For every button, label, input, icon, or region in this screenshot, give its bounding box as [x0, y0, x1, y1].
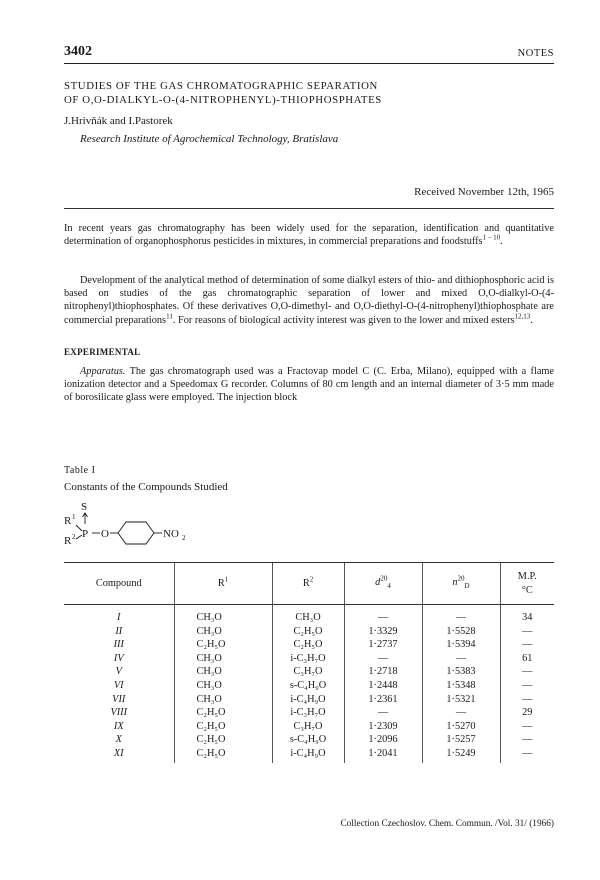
- cell-density: 1·2737: [344, 638, 422, 652]
- col-header-density-text: d: [375, 576, 381, 588]
- table-row: [64, 747, 554, 763]
- cell-r2: i-C₄H₉O: [272, 747, 344, 763]
- cell-compound: V: [115, 666, 122, 678]
- affiliation: Research Institute of Agrochemical Technology, Bratislava: [80, 133, 339, 145]
- cell-r2: CH₃O: [272, 605, 344, 625]
- paragraph-development-text: Development of the analytical method of determination of some dialkyl esters of thio- and dithiophosphoric acid is based on studies of the gas chromatographic separation of lower and mixed O,O-dialkyl-O-(4-nitrophenyl)thiophosphates. Of these derivatives O,O-dimethyl- and O,O-diethyl-O-(4-nitrophenyl)thiophosphate are commercial preparations: [64, 275, 554, 326]
- cell-refractive-index: —: [422, 652, 500, 666]
- table-body: [64, 605, 554, 763]
- article-title-line2: OF O,O-DIALKYL-O-(4-NITROPHENYL)-THIOPHOSPHATES: [64, 94, 382, 106]
- table-row: [64, 693, 554, 707]
- paragraph-development-mid: . For reasons of biological activity interest was given to the lower and mixed esters: [172, 314, 515, 326]
- table-row: [64, 652, 554, 666]
- col-header-n-sub: D: [464, 582, 470, 591]
- cell-melting-point: —: [500, 720, 554, 734]
- cell-melting-point: —: [500, 665, 554, 679]
- cell-r1: CH₃O: [174, 605, 272, 625]
- paragraph-intro: [64, 222, 554, 248]
- table-row: [64, 665, 554, 679]
- cell-r1: CH₃O: [174, 625, 272, 639]
- paragraph-apparatus-text: The gas chromatograph used was a Fractovap model C (C. Erba, Milano), equipped with a flame ionization detector and a Speedomax G recorder. Columns of 80 cm length and an internal diameter of 3·5 mm made of borosilicate glass were employed. The injection block: [64, 366, 554, 404]
- col-header-refractive-index: [422, 563, 500, 605]
- cell-density: 1·2718: [344, 665, 422, 679]
- cell-density: 1·2041: [344, 747, 422, 763]
- table-row: [64, 625, 554, 639]
- cell-compound: VII: [112, 693, 126, 705]
- structure-no2-sub: 2: [182, 534, 186, 542]
- cell-r1: CH₃O: [174, 693, 272, 707]
- cell-r1: C₂H₅O: [174, 706, 272, 720]
- article-title-line1: STUDIES OF THE GAS CHROMATOGRAPHIC SEPARATION: [64, 80, 378, 92]
- cell-refractive-index: —: [422, 706, 500, 720]
- reference-marker: 12,13: [514, 312, 531, 321]
- cell-density: 1·2448: [344, 679, 422, 693]
- paragraph-apparatus: [64, 365, 554, 405]
- col-header-n-text: n: [452, 576, 458, 588]
- col-header-r2: [272, 563, 344, 605]
- cell-melting-point: —: [500, 693, 554, 707]
- cell-density: —: [344, 652, 422, 666]
- cell-refractive-index: 1·5249: [422, 747, 500, 763]
- structure-oxygen: O: [101, 528, 109, 540]
- table-row: [64, 733, 554, 747]
- constants-table-grid: [64, 562, 554, 763]
- cell-compound: II: [115, 625, 123, 637]
- cell-r2: C₂H₅O: [272, 638, 344, 652]
- cell-compound: X: [115, 734, 122, 746]
- col-header-r2-text: R: [302, 578, 310, 589]
- cell-compound: IV: [113, 652, 124, 664]
- cell-melting-point: 61: [500, 652, 554, 666]
- cell-r1: C₂H₅O: [174, 720, 272, 734]
- paragraph-intro-text: In recent years gas chromatography has been widely used for the separation, identification and quantitative determination of organophosphorus pesticides in mixtures, in commercial preparations and foodstuffs: [64, 223, 554, 248]
- cell-density: 1·2096: [344, 733, 422, 747]
- col-header-r1: [174, 563, 272, 605]
- cell-r2: C₃H₇O: [272, 720, 344, 734]
- cell-r2: s-C₄H₉O: [272, 733, 344, 747]
- cell-r2: i-C₃H₇O: [272, 706, 344, 720]
- received-date: Received November 12th, 1965: [414, 186, 554, 198]
- col-header-r1-sup: 1: [224, 575, 229, 584]
- cell-density: 1·2361: [344, 693, 422, 707]
- cell-melting-point: —: [500, 747, 554, 763]
- cell-density: 1·3329: [344, 625, 422, 639]
- col-header-n-sup: 20: [457, 574, 465, 583]
- cell-r2: i-C₃H₇O: [272, 652, 344, 666]
- cell-refractive-index: 1·5394: [422, 638, 500, 652]
- cell-density: —: [344, 706, 422, 720]
- cell-refractive-index: —: [422, 605, 500, 625]
- table-row: [64, 679, 554, 693]
- table-row: [64, 605, 554, 625]
- structure-phosphorus: P: [82, 528, 89, 540]
- cell-refractive-index: 1·5257: [422, 733, 500, 747]
- structure-r2: R: [64, 535, 72, 547]
- structure-diagram: [64, 500, 264, 560]
- structure-no2: NO: [163, 528, 179, 540]
- cell-density: 1·2309: [344, 720, 422, 734]
- cell-refractive-index: 1·5321: [422, 693, 500, 707]
- cell-compound: I: [117, 612, 121, 623]
- paragraph-development: [64, 274, 554, 327]
- cell-melting-point: —: [500, 625, 554, 639]
- cell-melting-point: —: [500, 638, 554, 652]
- experimental-heading: EXPERIMENTAL: [64, 347, 141, 357]
- cell-refractive-index: 1·5383: [422, 665, 500, 679]
- table-caption: Constants of the Compounds Studied: [64, 481, 228, 493]
- structure-r1-sup: 1: [72, 513, 76, 521]
- col-header-mp-line2: °C: [521, 584, 533, 596]
- paragraph-end: .: [530, 314, 533, 326]
- cell-compound: VI: [113, 679, 124, 691]
- structure-r2-sup: 2: [72, 533, 76, 541]
- header-rule: [64, 63, 554, 64]
- cell-density: —: [344, 605, 422, 625]
- journal-citation: Collection Czechoslov. Chem. Commun. /Vol. 31/ (1966): [340, 819, 554, 829]
- cell-r2: s-C₄H₉O: [272, 679, 344, 693]
- cell-r1: CH₃O: [174, 679, 272, 693]
- authors: J.Hrivňák and I.Pastorek: [64, 115, 173, 127]
- cell-refractive-index: 1·5270: [422, 720, 500, 734]
- cell-melting-point: —: [500, 679, 554, 693]
- cell-refractive-index: 1·5528: [422, 625, 500, 639]
- cell-r1: C₂H₅O: [174, 747, 272, 763]
- cell-r1: C₂H₅O: [174, 638, 272, 652]
- table-header-row: [64, 563, 554, 605]
- structure-formula: [64, 500, 264, 560]
- paragraph-end: .: [500, 236, 503, 248]
- reference-marker: 11: [166, 312, 173, 321]
- col-header-r1-text: R: [217, 578, 225, 589]
- structure-sulfur: S: [81, 501, 88, 513]
- cell-r1: C₂H₅O: [174, 733, 272, 747]
- page-number: 3402: [64, 44, 92, 59]
- col-header-compound: Compound: [64, 563, 174, 605]
- section-name: NOTES: [517, 48, 554, 59]
- constants-table: [64, 562, 554, 763]
- table-row: [64, 720, 554, 734]
- structure-r1: R: [64, 515, 72, 527]
- col-header-melting-point: [500, 563, 554, 605]
- table-row: [64, 706, 554, 720]
- cell-r1: CH₃O: [174, 652, 272, 666]
- col-header-r2-sup: 2: [309, 575, 314, 584]
- table-row: [64, 638, 554, 652]
- col-header-density: [344, 563, 422, 605]
- cell-r1: CH₃O: [174, 665, 272, 679]
- table-label: Table I: [64, 465, 96, 476]
- structure-benzene-ring: [118, 522, 154, 544]
- cell-compound: IX: [113, 720, 124, 732]
- col-header-density-sub: 4: [387, 582, 391, 591]
- reference-marker: 1 – 10: [482, 233, 501, 242]
- section-rule: [64, 208, 554, 209]
- cell-compound: VIII: [110, 707, 128, 719]
- cell-r2: C₂H₅O: [272, 625, 344, 639]
- cell-r2: C₃H₇O: [272, 665, 344, 679]
- cell-melting-point: 29: [500, 706, 554, 720]
- cell-compound: III: [113, 639, 124, 651]
- cell-melting-point: 34: [500, 605, 554, 625]
- cell-compound: XI: [113, 747, 124, 759]
- cell-refractive-index: 1·5348: [422, 679, 500, 693]
- apparatus-lead: Apparatus.: [80, 366, 126, 377]
- col-header-density-sup: 20: [380, 574, 388, 583]
- cell-melting-point: —: [500, 733, 554, 747]
- cell-r2: i-C₄H₉O: [272, 693, 344, 707]
- col-header-mp-line1: M.P.: [517, 570, 537, 582]
